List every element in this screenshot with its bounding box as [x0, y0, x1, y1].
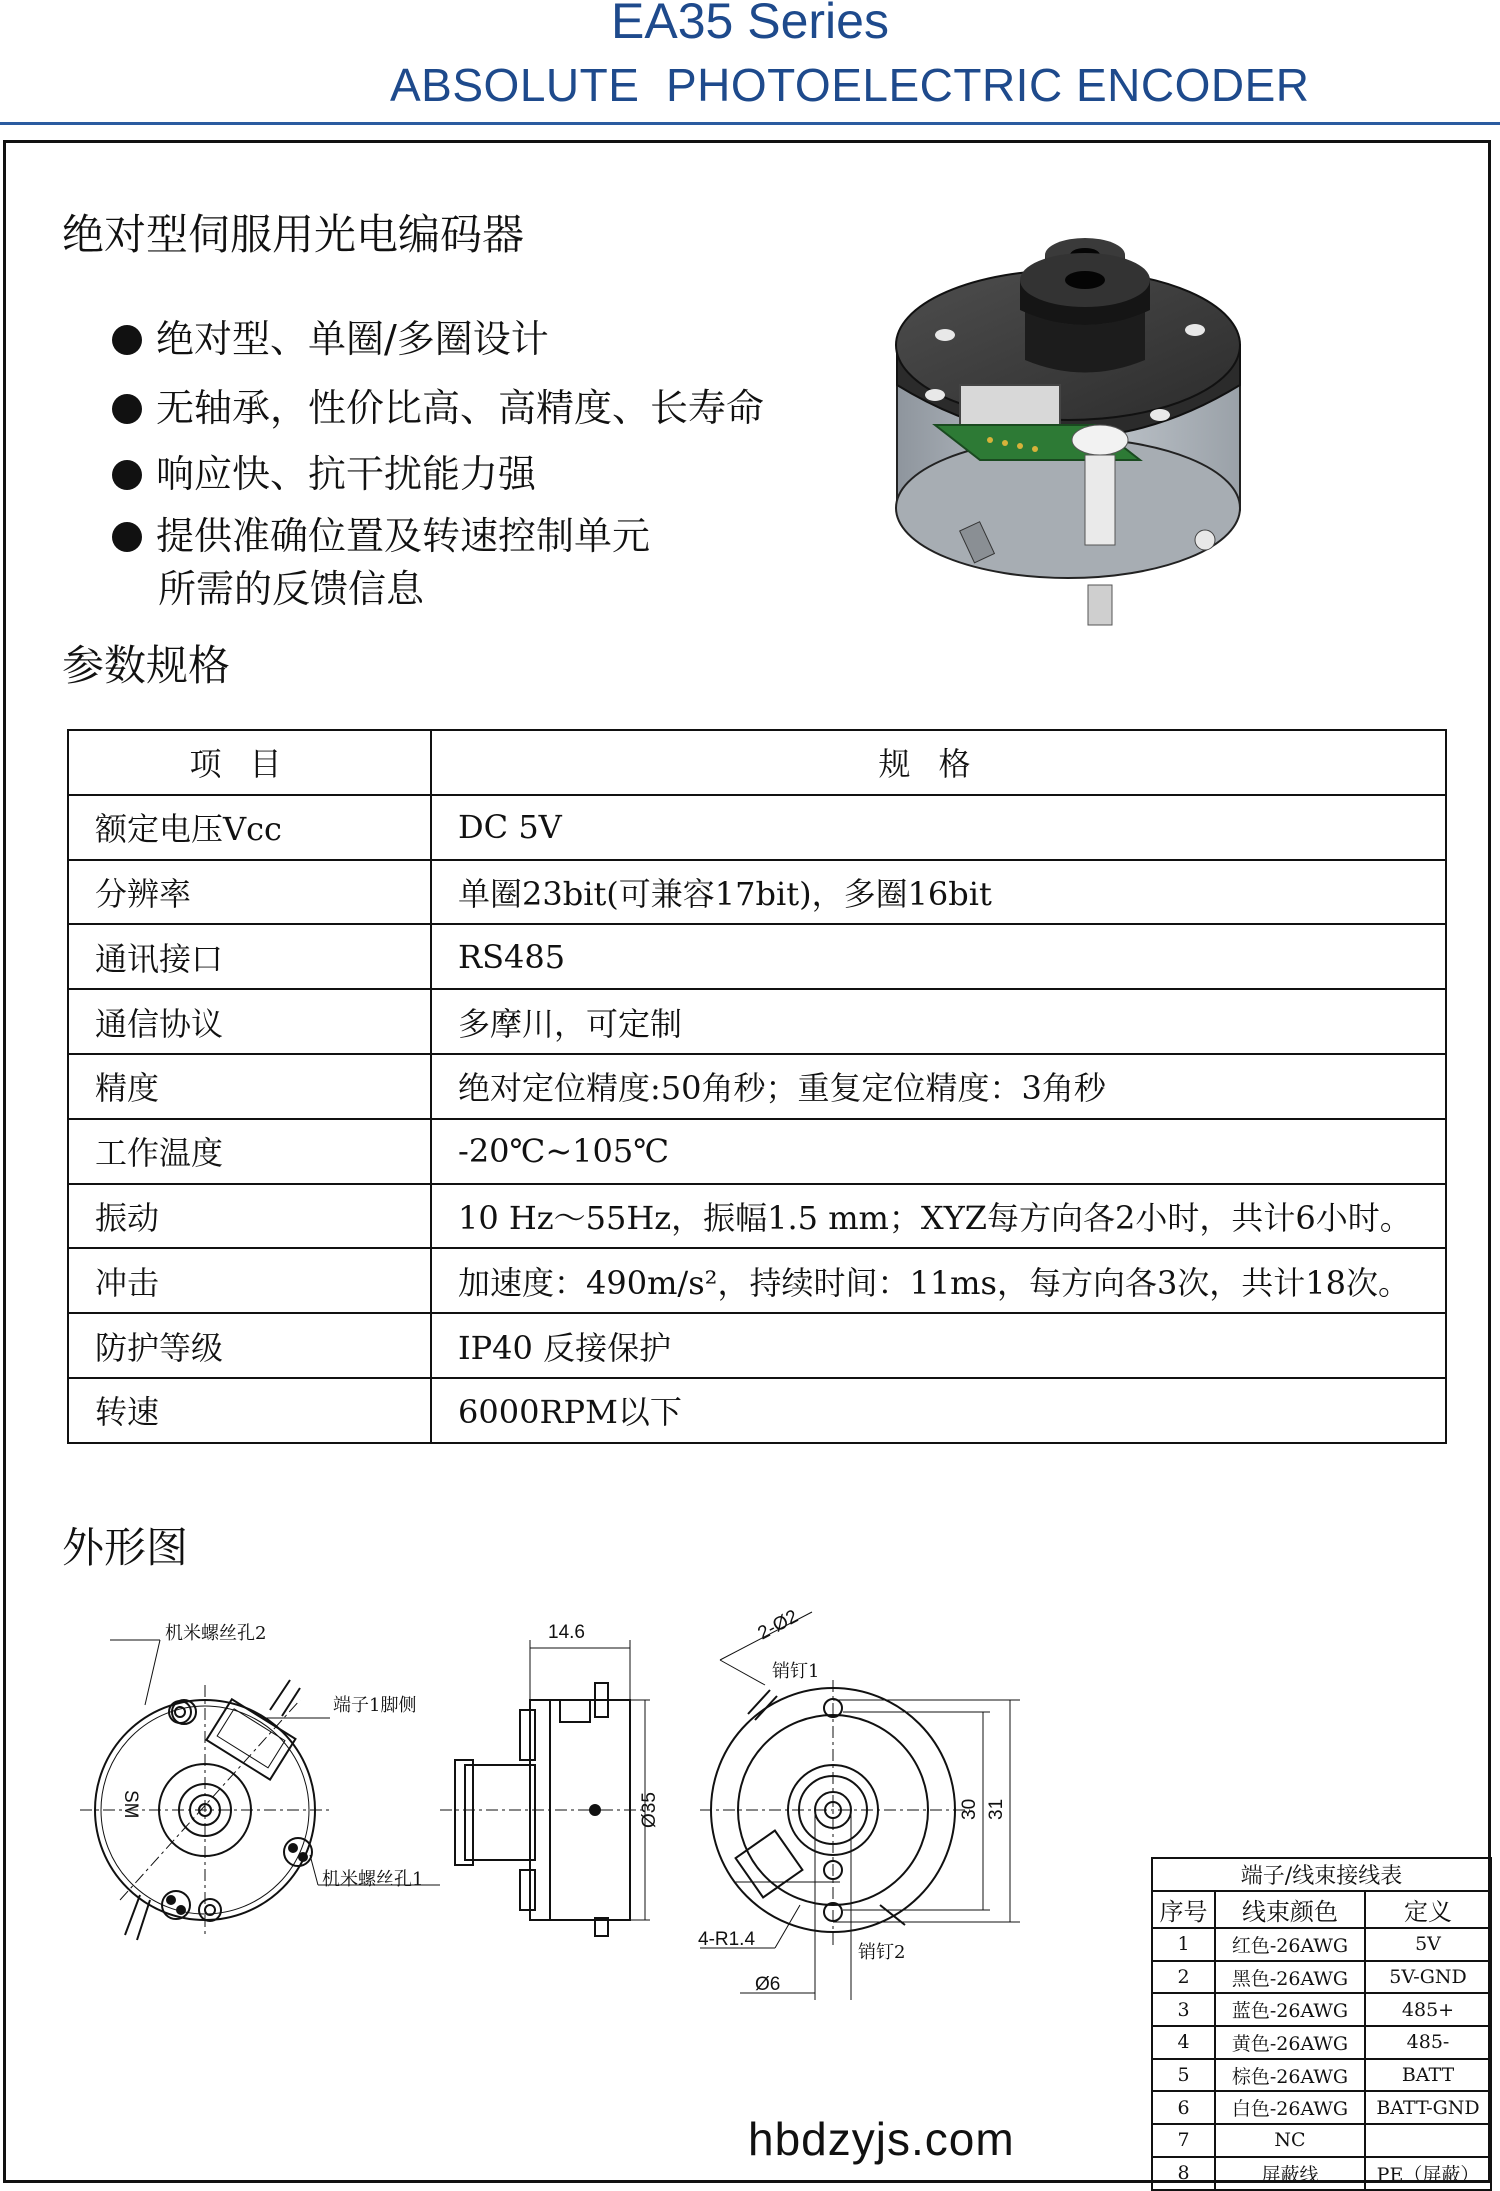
label-screw-hole-1: 机米螺丝孔1	[322, 1869, 424, 1890]
wire-index: 4	[1152, 2026, 1215, 2059]
wire-definition: 5V-GND	[1365, 1961, 1491, 1994]
table-row	[68, 795, 1446, 860]
dim-30: 30	[959, 1798, 980, 1820]
wire-color: 黑色-26AWG	[1215, 1961, 1365, 1994]
spec-col-item: 项目	[68, 730, 431, 795]
dim-2-d2: 2-Ø2	[754, 1606, 802, 1645]
spec-item: 冲击	[68, 1248, 431, 1313]
wire-definition: 485-	[1365, 2026, 1491, 2059]
label-sm: SM	[120, 1790, 141, 1819]
spec-value: RS485	[431, 924, 1446, 989]
intro-heading: 绝对型伺服用光电编码器	[62, 210, 525, 259]
wire-index: 8	[1152, 2157, 1215, 2190]
spec-item: 通信协议	[68, 989, 431, 1054]
feature-bullet-3: 响应快、抗干扰能力强	[112, 443, 536, 498]
wiring-header-row	[1152, 1891, 1491, 1928]
wiring-title-row	[1152, 1858, 1491, 1891]
spec-item: 转速	[68, 1378, 431, 1443]
feature-bullet-1: 绝对型、单圈/多圈设计	[112, 308, 549, 363]
spec-header-row	[68, 730, 1446, 795]
spec-value: 绝对定位精度:50角秒；重复定位精度：3角秒	[431, 1054, 1446, 1119]
dim-31: 31	[986, 1798, 1007, 1820]
table-row	[68, 1378, 1446, 1443]
spec-item: 精度	[68, 1054, 431, 1119]
table-row	[1152, 2059, 1491, 2092]
table-row	[68, 989, 1446, 1054]
dim-14-6: 14.6	[548, 1622, 585, 1643]
table-row	[1152, 1993, 1491, 2026]
wire-index: 6	[1152, 2091, 1215, 2124]
specs-heading: 参数规格	[62, 641, 231, 690]
label-screw-hole-2: 机米螺丝孔2	[165, 1623, 267, 1644]
bullet-dot-icon	[112, 460, 142, 490]
wire-definition	[1365, 2124, 1491, 2157]
wire-definition: 485+	[1365, 1993, 1491, 2026]
spec-col-value: 规格	[431, 730, 1446, 795]
label-pin-1: 销钉1	[772, 1661, 820, 1682]
feature-bullet-4: 提供准确位置及转速控制单元	[112, 505, 650, 560]
table-row	[68, 924, 1446, 989]
table-row	[68, 1054, 1446, 1119]
wire-index: 2	[1152, 1961, 1215, 1994]
wire-color: 屏蔽线	[1215, 2157, 1365, 2190]
series-title: EA35 Series	[611, 0, 889, 49]
table-row	[1152, 2157, 1491, 2190]
wiring-col-index: 序号	[1152, 1891, 1215, 1928]
wiring-table	[1151, 1857, 1492, 2191]
wire-definition: BATT-GND	[1365, 2091, 1491, 2124]
website-url: hbdzyjs.com	[748, 2113, 1015, 2165]
table-row	[1152, 1928, 1491, 1961]
bullet-dot-icon	[112, 522, 142, 552]
spec-item: 工作温度	[68, 1119, 431, 1184]
spec-item: 防护等级	[68, 1313, 431, 1378]
wire-definition: 5V	[1365, 1928, 1491, 1961]
spec-table	[67, 729, 1447, 1444]
spec-value: IP40 反接保护	[431, 1313, 1446, 1378]
spec-value: 单圈23bit(可兼容17bit)，多圈16bit	[431, 860, 1446, 925]
dim-d35: Ø35	[639, 1792, 660, 1828]
wire-color: 蓝色-26AWG	[1215, 1993, 1365, 2026]
dim-d6: Ø6	[755, 1974, 781, 1995]
wire-color: NC	[1215, 2124, 1365, 2157]
feature-bullet-4-cont: 所需的反馈信息	[158, 567, 425, 611]
table-row	[68, 1119, 1446, 1184]
wire-index: 7	[1152, 2124, 1215, 2157]
table-row	[68, 1313, 1446, 1378]
spec-item: 分辨率	[68, 860, 431, 925]
dim-4-r1-4: 4-R1.4	[698, 1929, 756, 1950]
table-row	[1152, 1961, 1491, 1994]
table-row	[68, 1248, 1446, 1313]
table-row	[68, 1184, 1446, 1249]
wiring-title: 端子/线束接线表	[1152, 1858, 1491, 1891]
wire-definition: BATT	[1365, 2059, 1491, 2092]
spec-value: DC 5V	[431, 795, 1446, 860]
wire-index: 1	[1152, 1928, 1215, 1961]
spec-value: 加速度：490m/s²，持续时间：11ms，每方向各3次，共计18次。	[431, 1248, 1446, 1313]
bullet-dot-icon	[112, 325, 142, 355]
header-rule	[0, 122, 1500, 125]
wire-index: 3	[1152, 1993, 1215, 2026]
outline-heading: 外形图	[62, 1523, 189, 1572]
series-subtitle: ABSOLUTE PHOTOELECTRIC ENCODER	[390, 59, 1310, 111]
wire-definition: PE（屏蔽）	[1365, 2157, 1491, 2190]
table-row	[1152, 2026, 1491, 2059]
wiring-col-color: 线束颜色	[1215, 1891, 1365, 1928]
label-terminal-pin1: 端子1脚侧	[333, 1695, 417, 1716]
table-row	[1152, 2124, 1491, 2157]
wiring-col-definition: 定义	[1365, 1891, 1491, 1928]
spec-value: 10 Hz～55Hz，振幅1.5 mm；XYZ每方向各2小时，共计6小时。	[431, 1184, 1446, 1249]
wire-color: 棕色-26AWG	[1215, 2059, 1365, 2092]
wire-color: 红色-26AWG	[1215, 1928, 1365, 1961]
spec-item: 额定电压Vcc	[68, 795, 431, 860]
label-pin-2: 销钉2	[858, 1942, 906, 1963]
spec-value: 6000RPM以下	[431, 1378, 1446, 1443]
feature-bullet-2: 无轴承，性价比高、高精度、长寿命	[112, 377, 764, 432]
bullet-dot-icon	[112, 394, 142, 424]
wire-color: 白色-26AWG	[1215, 2091, 1365, 2124]
spec-item: 振动	[68, 1184, 431, 1249]
spec-value: -20℃~105℃	[431, 1119, 1446, 1184]
table-row	[1152, 2091, 1491, 2124]
spec-item: 通讯接口	[68, 924, 431, 989]
spec-value: 多摩川，可定制	[431, 989, 1446, 1054]
table-row	[68, 860, 1446, 925]
wire-color: 黄色-26AWG	[1215, 2026, 1365, 2059]
wire-index: 5	[1152, 2059, 1215, 2092]
